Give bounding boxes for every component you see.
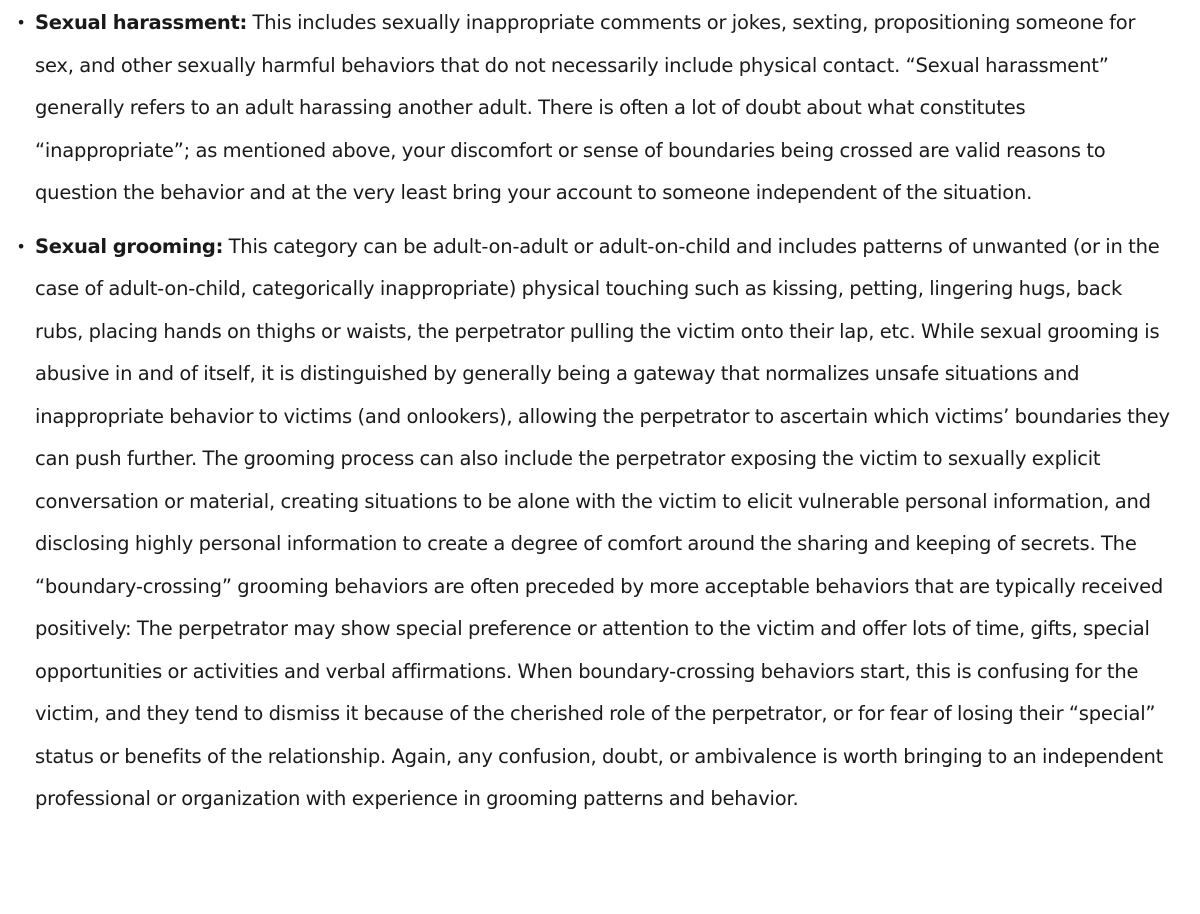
definition-list xyxy=(14,2,1170,821)
item-term: Sexual grooming: xyxy=(35,234,224,258)
bullet-icon: • xyxy=(16,236,26,256)
item-text: This includes sexually inappropriate comments or jokes, sexting, propositioning someone for sex, and other sexually harmful behaviors that do not necessarily include physical contact. “Sexual harassment” generally refers to an adult harassing another adult. There is often a lot of doubt about what constitutes “inappropriate”; as mentioned above, your discomfort or sense of boundaries being crossed are valid reasons to question the behavior and at the very least bring your account to someone independent of the situation. xyxy=(35,11,1136,204)
bullet-icon: • xyxy=(16,13,26,32)
item-text: This category can be adult-on-adult or adult-on-child and includes patterns of unwanted (or in the case of adult-on-child, categorically inappropriate) physical touching such as kissing, petting, lingering hugs, back rubs, placing hands on thighs or waists, the perpetrator pulling the victim onto their lap, etc. While sexual grooming is abusive in and of itself, it is distinguished by generally being a gateway that normalizes unsafe situations and inappropriate behavior to victims (and onlookers), allowing the perpetrator to ascertain which victims’ boundaries they can push further. The grooming process can also include the perpetrator exposing the victim to sexually explicit conversation or material, creating situations to be alone with the victim to elicit vulnerable personal information, and disclosing highly personal information to create a degree of comfort around the sharing and keeping of secrets. The “boundary-crossing” grooming behaviors are often preceded by more acceptable behaviors that are typically received positively: The perpetrator may show special preference or attention to the victim and offer lots of time, gifts, special opportunities or activities and verbal affirmations. When boundary-crossing behaviors start, this is confusing for the victim, and they tend to dismiss it because of the cherished role of the perpetrator, or for fear of losing their “special” status or benefits of the relationship. Again, any confusion, doubt, or ambivalence is worth bringing to an independent professional or organization with experience in grooming patterns and behavior. xyxy=(35,234,1170,810)
list-item-sexual-grooming xyxy=(14,226,1170,821)
item-term: Sexual harassment: xyxy=(35,11,248,34)
list-item-sexual-harassment xyxy=(14,2,1170,215)
